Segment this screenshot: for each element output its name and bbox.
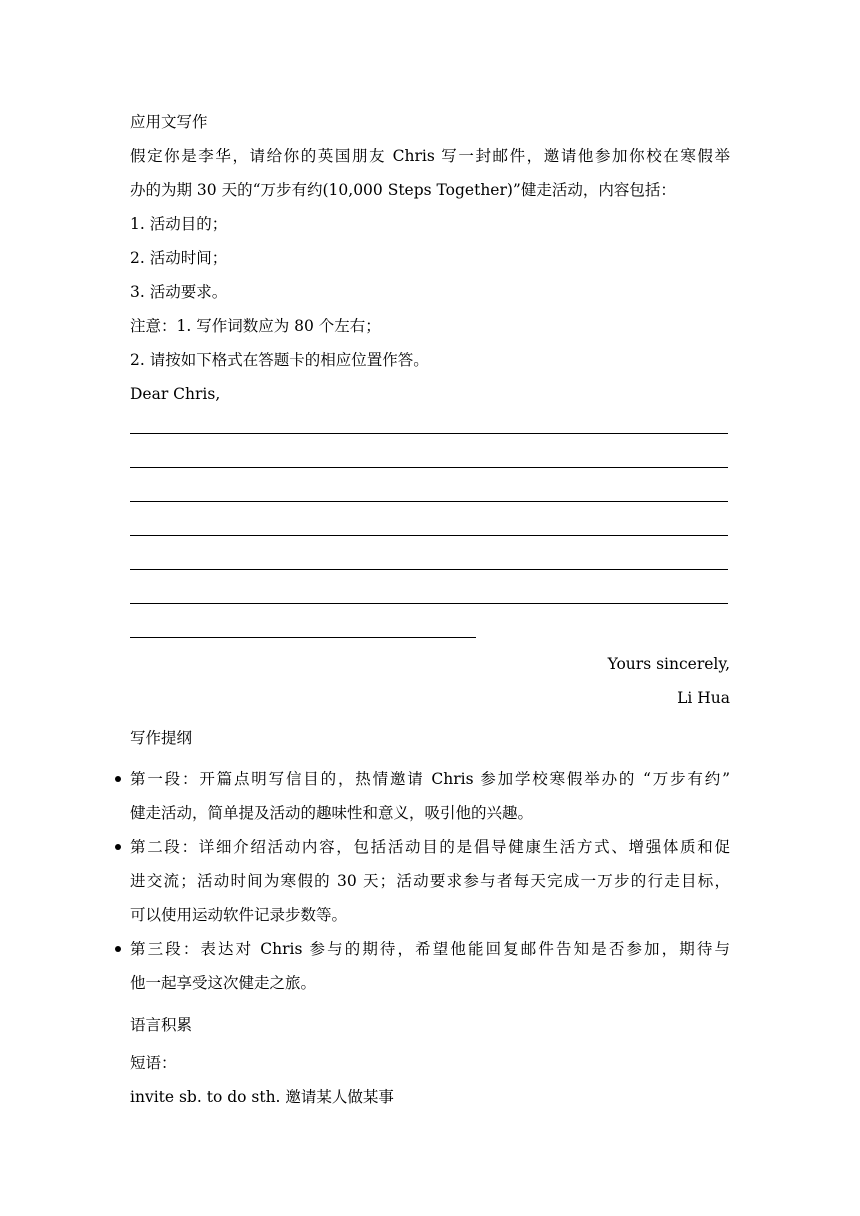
content-item-2: 2. 活动时间； xyxy=(130,249,228,267)
answer-line xyxy=(130,569,728,570)
answer-line xyxy=(130,603,728,604)
letter-salutation: Dear Chris, xyxy=(130,385,221,403)
outline-bullet-2-line-1: 第二段：详细介绍活动内容，包括活动目的是倡导健康生活方式、增强体质和促 xyxy=(130,838,730,856)
phrases-label: 短语： xyxy=(130,1054,177,1072)
note-line-2: 2. 请按如下格式在答题卡的相应位置作答。 xyxy=(130,351,429,369)
content-item-1: 1. 活动目的； xyxy=(130,215,228,233)
outline-bullet-2 xyxy=(130,830,730,932)
bullet-dot xyxy=(115,776,121,782)
bullet-dot xyxy=(115,844,121,850)
letter-closing: Yours sincerely, xyxy=(607,655,730,673)
outline-bullet-1-line-2: 健走活动，简单提及活动的趣味性和意义，吸引他的兴趣。 xyxy=(130,804,534,822)
outline-bullet-1-line-1: 第一段：开篇点明写信目的，热情邀请 Chris 参加学校寒假举办的 “万步有约” xyxy=(130,770,730,788)
note-line-1: 注意：1. 写作词数应为 80 个左右； xyxy=(130,317,381,335)
content-item-3: 3. 活动要求。 xyxy=(130,283,228,301)
answer-line-last xyxy=(130,637,476,638)
answer-line xyxy=(130,535,728,536)
phrase-item-1: invite sb. to do sth. 邀请某人做某事 xyxy=(130,1088,394,1106)
prompt-line-2: 办的为期 30 天的“万步有约(10,000 Steps Together)”健走活动，内容包括： xyxy=(130,181,676,199)
outline-bullet-1 xyxy=(130,762,730,830)
language-heading: 语言积累 xyxy=(130,1016,193,1034)
letter-signature: Li Hua xyxy=(677,689,730,707)
answer-line xyxy=(130,467,728,468)
prompt-text-1: 假定你是李华，请给你的英国朋友 Chris 写一封邮件，邀请他参加你校在寒假举 xyxy=(130,147,730,165)
answer-line xyxy=(130,501,728,502)
outline-bullet-3-line-1: 第三段：表达对 Chris 参与的期待，希望他能回复邮件告知是否参加，期待与 xyxy=(130,940,730,958)
outline-bullet-3 xyxy=(130,932,730,1000)
outline-bullet-2-line-3: 可以使用运动软件记录步数等。 xyxy=(130,906,348,924)
outline-bullet-2-line-2: 进交流；活动时间为寒假的 30 天；活动要求参与者每天完成一万步的行走目标， xyxy=(130,872,730,890)
answer-line xyxy=(130,433,728,434)
prompt-line-1 xyxy=(130,139,730,173)
outline-heading: 写作提纲 xyxy=(130,729,193,747)
section-heading-writing: 应用文写作 xyxy=(130,113,208,131)
bullet-dot xyxy=(115,946,121,952)
outline-bullet-3-line-2: 他一起享受这次健走之旅。 xyxy=(130,974,317,992)
